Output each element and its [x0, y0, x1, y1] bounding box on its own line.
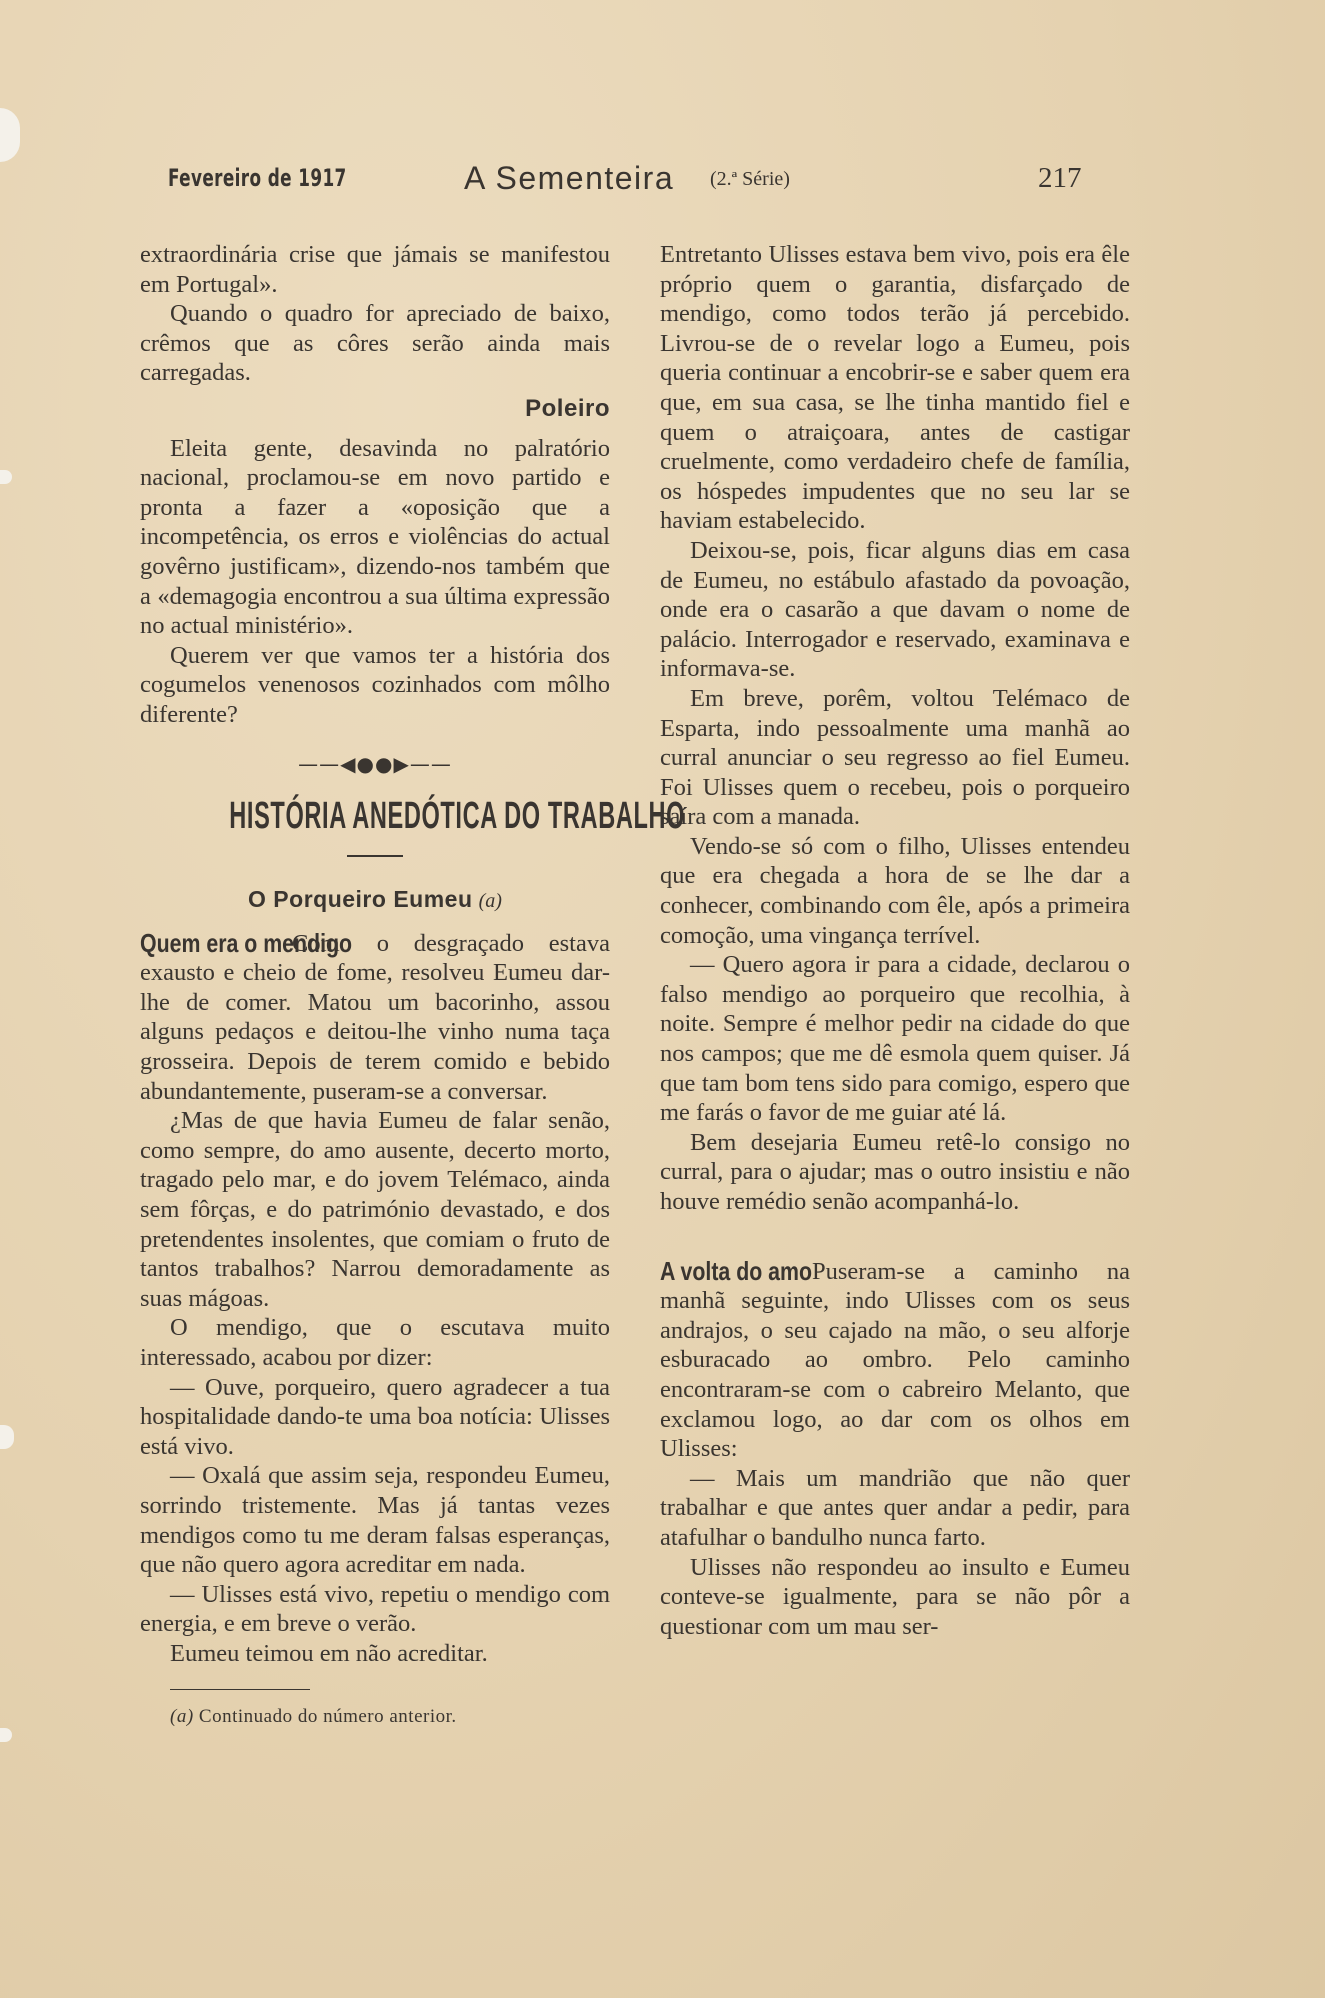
title-rule — [347, 855, 403, 857]
header-series: (2.ª Série) — [710, 168, 790, 190]
paragraph: — Ouve, porqueiro, quero agradecer a tua hospitalidade dando-te uma boa notícia: Ulisses está vivo. — [140, 1373, 610, 1460]
sidehead-block — [140, 929, 610, 1107]
sidehead-block — [660, 1257, 1130, 1464]
header-date: Fevereiro de 1917 — [168, 164, 347, 192]
binding-tab — [0, 470, 12, 484]
paragraph: Ulisses não respondeu ao insulto e Eumeu conteve-se igualmente, para se não pôr a questionar com um mau ser- — [660, 1553, 1130, 1640]
paragraph: Entretanto Ulisses estava bem vivo, pois era êle próprio quem o garantia, disfarçado de mendigo, como todos terão já percebido. Livrou-se de o revelar logo a Eumeu, pois queria continuar a encobrir-se e saber quem era que, em sua casa, se lhe tinha mantido fiel e quem o atraiçoara, antes de castigar cruelmente, como verdadeiro chefe de família, os hóspedes impudentes que no seu lar se haviam estabelecido. — [660, 241, 1130, 535]
sidehead-a-volta: A volta do amo — [660, 1255, 813, 1286]
paragraph: Puseram-se a caminho na manhã seguinte, indo Ulisses com os seus andrajos, o seu cajado na mão, o seu alforje esburacado ao ombro. Pelo caminho encontraram-se com o cabreiro Melanto, que exclamou logo, ao dar com os olhos em Ulisses: — [660, 1257, 1130, 1463]
section-heading-poleiro: Poleiro — [525, 394, 610, 422]
paragraph: Eumeu teimou em não acreditar. — [170, 1639, 488, 1667]
paragraph: Deixou-se, pois, ficar alguns dias em casa de Eumeu, no estábulo afastado da povoação, onde era o casarão a que davam o nome de palácio. Interrogador e reservado, examinava e informava-se. — [660, 536, 1130, 683]
paragraph: Em breve, porêm, voltou Telémaco de Esparta, indo pessoalmente uma manhã ao curral anunciar o seu regresso ao fiel Eumeu. Foi Ulisses quem o recebeu, pois o porqueiro saíra com a manada. — [660, 684, 1130, 831]
subheading-text: O Porqueiro Eumeu — [248, 886, 473, 913]
header-title: A Sementeira — [464, 160, 675, 196]
paragraph: — Mais um mandrião que não quer trabalhar e que antes quer andar a pedir, para atafulhar o bandulho nunca farto. — [660, 1464, 1130, 1551]
paragraph: Querem ver que vamos ter a história dos cogumelos venenosos cozinhados com môlho diferente? — [140, 641, 610, 728]
paragraph: — Oxalá que assim seja, respondeu Eumeu, sorrindo tristemente. Mas já tantas vezes mendigos como tu me deram falsas esperanças, que não quero agora acreditar em nada. — [140, 1462, 610, 1579]
paragraph: Eleita gente, desavinda no palratório nacional, proclamou-se em novo partido e pronta a fazer a «oposição que a incompetência, os erros e violências do actual govêrno justificam», dizendo-nos também que a «demagogia encontrou a sua última expressão no actual ministério». — [140, 434, 610, 640]
footnote-mark: (a) — [170, 1706, 194, 1728]
paragraph: extraordinária crise que jámais se manifestou em Portugal». — [140, 241, 610, 298]
right-column — [660, 240, 1130, 1641]
paragraph: Bem desejaria Eumeu retê-lo consigo no curral, para o ajudar; mas o outro insistiu e não houve remédio senão acompanhá-lo. — [660, 1128, 1130, 1215]
section-title: HISTÓRIA ANEDÓTICA DO TRABALHO — [229, 795, 686, 838]
footnote-ref: (a) — [478, 890, 502, 913]
footnote-text: Continuado do número anterior. — [198, 1706, 457, 1728]
binding-tab — [0, 1728, 12, 1742]
binding-tab — [0, 108, 20, 162]
left-column — [140, 240, 686, 1732]
spacer — [660, 1217, 1130, 1257]
paragraph: Quando o quadro for apreciado de baixo, crêmos que as côres serão ainda mais carregadas. — [140, 300, 610, 387]
paragraph: Vendo-se só com o filho, Ulisses entendeu que era chegada a hora de se lhe dar a conhecer, combinando com êle, após a primeira comoção, uma vingança terrível. — [660, 832, 1130, 949]
paragraph: ¿Mas de que havia Eumeu de falar senão, como sempre, do amo ausente, decerto morto, tragado pelo mar, e do jovem Telémaco, ainda sem fôrças, e do património devastado, e dos pretendentes insolentes, que comiam o fruto de tantos trabalhos? Narrou demoradamente as suas mágoas. — [140, 1107, 610, 1312]
paragraph: — Quero agora ir para a cidade, declarou o falso mendigo ao porqueiro que recolhia, à noite. Sempre é melhor pedir na cidade do que nos campos; que me dê esmola quem quiser. Já que tam bom tens sido para comigo, espero que me farás o favor de me guiar até lá. — [660, 951, 1130, 1127]
sidehead-quem-era: Quem era o mendigo — [140, 927, 353, 958]
article-subheading — [140, 885, 610, 917]
paragraph: — Ulisses está vivo, repetiu o mendigo com energia, e em breve o verão. — [140, 1580, 610, 1638]
paragraph: Como o desgraçado estava exausto e cheio de fome, resolveu Eumeu dar-lhe de comer. Matou um bacorinho, assou alguns pedaços e deitou-lhe vinho numa taça grosseira. Depois de terem comido e bebido abundantemente, puseram-se a conversar. — [140, 929, 610, 1105]
binding-tab — [0, 1425, 14, 1449]
paragraph: O mendigo, que o escutava muito interessado, acabou por dizer: — [140, 1314, 610, 1371]
page-header — [168, 160, 1082, 202]
footnote-rule — [170, 1689, 310, 1691]
ornament-divider: ——◀●●▶—— — [298, 751, 452, 776]
page-number: 217 — [1038, 162, 1082, 194]
footnote — [140, 1702, 610, 1732]
